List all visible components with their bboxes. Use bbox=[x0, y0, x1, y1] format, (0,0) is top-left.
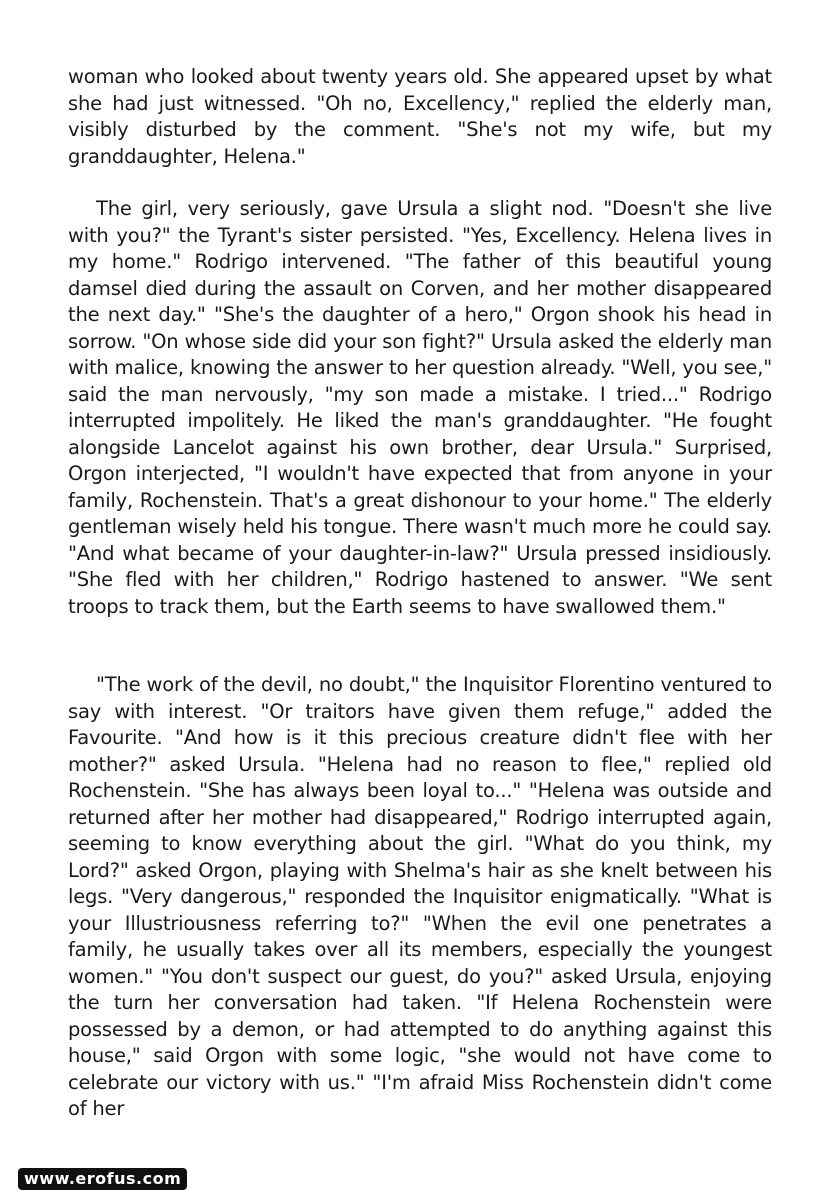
paragraph bbox=[68, 196, 772, 620]
paragraph-text: The girl, very seriously, gave Ursula a slight nod. "Doesn't she live with you?" the Tyrant's sister persisted. "Yes, Excellency. Helena lives in my home." Rodrigo intervened. "The father of this beautiful young damsel died during the assault on Corven, and her mother disappeared the next day." "She's the daughter of a hero," Orgon shook his head in sorrow. "On whose side did your son fight?" Ursula asked the elderly man with malice, knowing the answer to her question already. "Well, you see," said the man nervously, "my son made a mistake. I tried..." Rodrigo interrupted impolitely. He liked the man's granddaughter. "He fought alongside Lancelot against his own brother, dear Ursula." Surprised, Orgon interjected, "I wouldn't have expected that from anyone in your family, Rochenstein. That's a great dishonour to your home." The elderly gentleman wisely held his tongue. There wasn't much more he could say. "And what became of your daughter-in-law?" Ursula pressed insidiously. "She fled with her children," Rodrigo hastened to answer. "We sent troops to track them, but the Earth seems to have swallowed them." bbox=[68, 197, 772, 618]
paragraph-continuation bbox=[68, 64, 772, 170]
paragraph bbox=[68, 672, 772, 1123]
paragraph-text: woman who looked about twenty years old. She appeared upset by what she had just witnessed. "Oh no, Excellency," replied the elderly man, visibly disturbed by the comment. "She's not my wife, but my granddaughter, Helena." bbox=[68, 65, 772, 168]
site-watermark: www.erofus.com bbox=[18, 1168, 187, 1190]
paragraph-text: "The work of the devil, no doubt," the Inquisitor Florentino ventured to say with interest. "Or traitors have given them refuge," added the Favourite. "And how is it this precious creature didn't flee with her mother?" asked Ursula. "Helena had no reason to flee," replied old Rochenstein. "She has always been loyal to..." "Helena was outside and returned after her mother had disappeared," Rodrigo interrupted again, seeming to know everything about the girl. "What do you think, my Lord?" asked Orgon, playing with Shelma's hair as she knelt between his legs. "Very dangerous," responded the Inquisitor enigmatically. "What is your Illustriousness referring to?" "When the evil one penetrates a family, he usually takes over all its members, especially the youngest women." "You don't suspect our guest, do you?" asked Ursula, enjoying the turn her conversation had taken. "If Helena Rochenstein were possessed by a demon, or had attempted to do anything against this house," said Orgon with some logic, "she would not have come to celebrate our victory with us." "I'm afraid Miss Rochenstein didn't come of her bbox=[68, 673, 772, 1120]
